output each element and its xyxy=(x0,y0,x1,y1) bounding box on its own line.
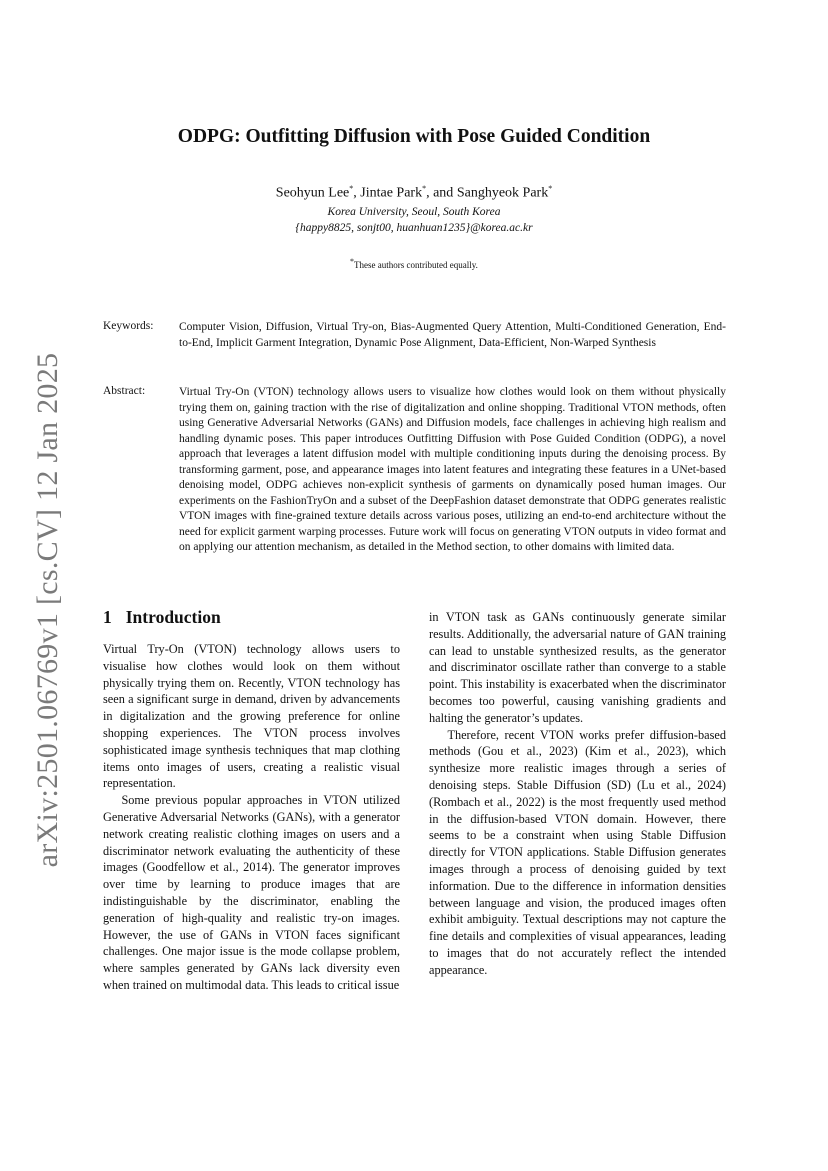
paragraph: in VTON task as GANs continuously generate similar results. Additionally, the adversarial nature of GAN training can lead to unstable synthesized results, as the generator and discriminator oscillate rather than converge to a stable point. This instability is exacerbated when the discriminator becomes too powerful, causing vanishing gradients and halting the generator’s updates. xyxy=(429,610,726,725)
author-list: Seohyun Lee*, Jintae Park*, and Sanghyeok Park* xyxy=(275,184,553,201)
paragraph: Some previous popular approaches in VTON utilized Generative Adversarial Networks (GANs), with a generator network creating realistic clothing images on users and a discriminator network evaluating the authenticity of these images (Goodfellow et al., 2014). The generator improves over time by learning to produce images that are indistinguishable by the discriminator, enabling the generation of high-quality and realistic try-on images. However, the use of GANs in VTON faces significant challenges. One major issue is the mode collapse problem, where samples generated by GANs lack diversity even when trained on multimodal data. This leads to critical issue xyxy=(103,793,400,992)
equal-contribution-mark: * xyxy=(349,184,354,193)
abstract-label: Abstract: xyxy=(103,385,146,397)
arxiv-identifier: arXiv:2501.06769v1 [cs.CV] 12 Jan 2025 xyxy=(31,352,64,868)
keywords-text: Computer Vision, Diffusion, Virtual Try-on, Bias-Augmented Query Attention, Multi-Conditioned Generation, End-to-End, Implicit Garment Integration, Dynamic Pose Alignment, Data-Efficient, Non-Warped Synthesis xyxy=(179,321,726,349)
abstract-text: Virtual Try-On (VTON) technology allows users to visualize how clothes would look on them without physically trying them on, gaining traction with the rise of digitalization and online shopping. Traditional VTON methods, often using Generative Adversarial Networks (GANs) and Diffusion models, face challenges in achieving high realism and handling dynamic poses. This paper introduces Outfitting Diffusion with Pose Guided Condition (ODPG), a novel approach that leverages a latent diffusion model with multiple conditioning inputs during the denoising process. By transforming garment, pose, and appearance images into latent features and integrating these features in a UNet-based denoising model, ODPG achieves non-explicit synthesis of garments on dynamically posed human images. Our experiments on the FashionTryOn and a subset of the DeepFashion dataset demonstrate that ODPG generates realistic VTON images with fine-grained texture details across various poses, utilizing an end-to-end architecture without the need for explicit garment warping processes. Future work will focus on generating VTON outputs in video format and on applying our attention mechanism, as detailed in the Method section, to other domains with limited data. xyxy=(179,386,726,553)
section-heading xyxy=(103,607,221,628)
paper-title: ODPG: Outfitting Diffusion with Pose Guided Condition xyxy=(177,126,651,147)
equal-contribution-mark: * xyxy=(548,184,553,193)
author-name: Seohyun Lee xyxy=(275,185,350,201)
affiliation: Korea University, Seoul, South Korea xyxy=(327,206,501,218)
section-number: 1 xyxy=(103,607,112,627)
author-emails: {happy8825, sonjt00, huanhuan1235}@korea.ac.kr xyxy=(295,222,533,234)
keywords-label: Keywords: xyxy=(103,320,154,332)
section-title: Introduction xyxy=(125,607,221,627)
paragraph: Therefore, recent VTON works prefer diffusion-based methods (Gou et al., 2023) (Kim et al., 2023), which synthesize more realistic images through a series of denoising steps. Stable Diffusion (SD) (Lu et al., 2024) (Rombach et al., 2022) is the most frequently used method in the diffusion-based VTON domain. However, there seems to be a constraint when using Stable Diffusion directly for VTON applications. Stable Diffusion generates images through a process of denoising guided by text information. Due to the difference in information densities between language and vision, the produced images often exhibit ambiguity. Textual descriptions may not capture the fine details and complexities of visual appearances, leading to images that do not accurately reflect the intended appearance. xyxy=(429,727,726,977)
right-column xyxy=(429,609,726,979)
left-column xyxy=(103,641,400,994)
paragraph: Virtual Try-On (VTON) technology allows users to visualise how clothes would look on them without physically trying them on. Recently, VTON technology has seen a significant surge in demand, driven by advancements in digitalization and the growing preference for online shopping experiences. The VTON process involves sophisticated image synthesis techniques that map clothing items onto images of users, creating a realistic visual representation. xyxy=(103,642,400,791)
equal-contribution-note: *These authors contributed equally. xyxy=(350,257,478,270)
author-name: Sanghyeok Park xyxy=(456,185,549,201)
author-name: Jintae Park xyxy=(360,185,423,201)
equal-contribution-mark: * xyxy=(422,184,427,193)
